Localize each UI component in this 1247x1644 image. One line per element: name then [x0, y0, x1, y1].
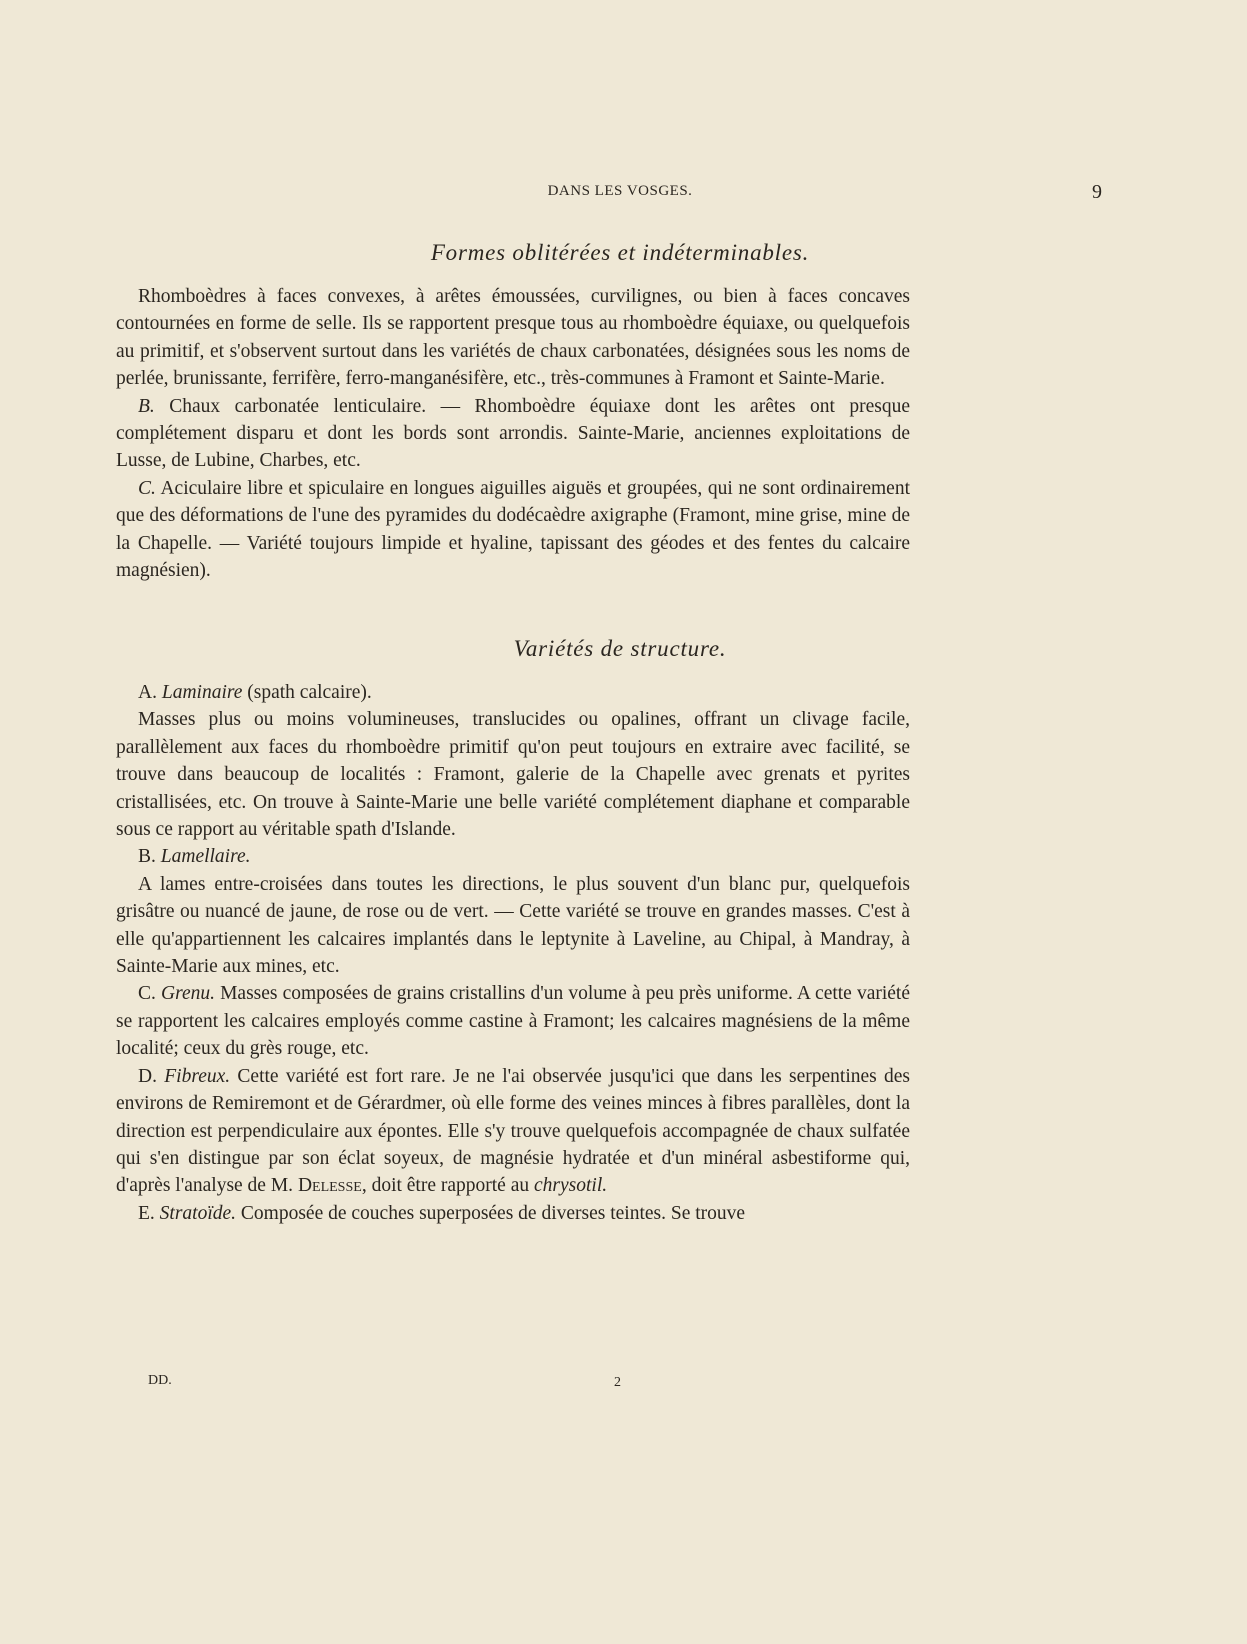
variety-name: Grenu.	[161, 983, 215, 1005]
section-title-formes: Formes oblitérées et indéterminables.	[430, 240, 810, 265]
paragraph-grenu	[116, 980, 910, 1062]
variety-name: Lamellaire.	[160, 846, 251, 868]
variety-name: Fibreux.	[164, 1065, 231, 1087]
paragraph-chaux-lenticulaire	[116, 393, 910, 475]
page-number: 9	[1092, 181, 1102, 203]
variety-suffix: (spath calcaire).	[242, 682, 372, 703]
mineral-name: chrysotil.	[534, 1175, 608, 1197]
page-header	[120, 183, 1120, 207]
item-letter: D.	[138, 1065, 157, 1087]
paragraph-lamellaire: A lames entre-croisées dans toutes les directions, le plus souvent d'un blanc pur, quelquefois grisâtre ou nuancé de jaune, de rose ou de vert. — Cette variété se trouve en grandes masses. C'est à elle qu'appartiennent les calcaires implantés dans le leptynite à Laveline, au Chipal, à Mandray, à Sainte-Marie aux mines, etc.	[116, 873, 910, 978]
running-head: DANS LES VOSGES.	[547, 183, 693, 199]
item-letter: E.	[138, 1202, 155, 1224]
section-body-formes	[116, 283, 910, 584]
page-footer	[148, 1373, 908, 1389]
paragraph-text: Chaux carbonatée lenticulaire. — Rhomboèdre équiaxe dont les arêtes ont presque complétement disparu et dont les bords sont arrondis. Sainte-Marie, anciennes exploitations de Lusse, de Lubine, Charbes, etc.	[116, 395, 911, 472]
item-letter: C.	[138, 983, 156, 1005]
paragraph-aciculaire	[116, 475, 910, 585]
paragraph-text: Cette variété est fort rare. Je ne l'ai observée jusqu'ici que dans les serpentines des environs de Remiremont et de Gérardmer, où elle forme des veines minces à fibres parallèles, dont la direction est perpendiculaire aux épontes. Elle s'y trouve quelquefois accompagnée de chaux sulfatée qui s'en distingue par son éclat soyeux, de magnésie hydratée et d'un minéral asbestiforme qui, d'après l'analyse de M.	[116, 1065, 911, 1197]
signature-mark-left: DD.	[148, 1373, 172, 1388]
item-letter: B.	[138, 395, 155, 417]
paragraph-text: Masses composées de grains cristallins d'un volume à peu près uniforme. A cette variété se rapportent les calcaires employés comme castine à Framont; les calcaires magnésiens de la même localité; ceux du grès rouge, etc.	[116, 983, 910, 1060]
signature-mark-right: 2	[614, 1375, 621, 1390]
heading-laminaire	[116, 679, 910, 706]
section-title-structure: Variétés de structure.	[513, 636, 727, 661]
paragraph-laminaire: Masses plus ou moins volumineuses, translucides ou opalines, offrant un clivage facile, parallèlement aux faces du rhomboèdre primitif qu'on peut toujours en extraire avec facilité, se trouve dans beaucoup de localités : Framont, galerie de la Chapelle avec grenats et pyrites cristallisées, etc. On trouve à Sainte-Marie une belle variété complétement diaphane et comparable sous ce rapport au véritable spath d'Islande.	[116, 709, 910, 841]
variety-name: Laminaire	[161, 682, 243, 703]
paragraph-text: , doit être rapporté au	[361, 1175, 534, 1197]
paragraph-fibreux	[116, 1063, 910, 1200]
author-name: Delesse	[297, 1175, 362, 1197]
item-letter: A.	[138, 682, 157, 703]
variety-name: Stratoïde.	[159, 1202, 237, 1224]
paragraph-text: Composée de couches superposées de diverses teintes. Se trouve	[236, 1202, 746, 1224]
paragraph-rhomboedres: Rhomboèdres à faces convexes, à arêtes émoussées, curvilignes, ou bien à faces concaves contournées en forme de selle. Ils se rapportent presque tous au rhomboèdre équiaxe, ou quelquefois au primitif, et s'observent surtout dans les variétés de chaux carbonatées, désignées sous les noms de perlée, brunissante, ferrifère, ferro-manganésifère, etc., très-communes à Framont et Sainte-Marie.	[116, 286, 910, 390]
section-body-structure	[116, 679, 910, 1227]
paragraph-text: Aciculaire libre et spiculaire en longues aiguilles aiguës et groupées, qui ne sont ordinairement que des déformations de l'une des pyramides du dodécaèdre axigraphe (Framont, mine grise, mine de la Chapelle. — Variété toujours limpide et hyaline, tapissant des géodes et des fentes du calcaire magnésien).	[116, 477, 910, 582]
heading-lamellaire	[116, 843, 910, 870]
item-letter: B.	[138, 846, 156, 868]
item-letter: C.	[138, 477, 156, 499]
paragraph-stratoide	[116, 1200, 910, 1227]
